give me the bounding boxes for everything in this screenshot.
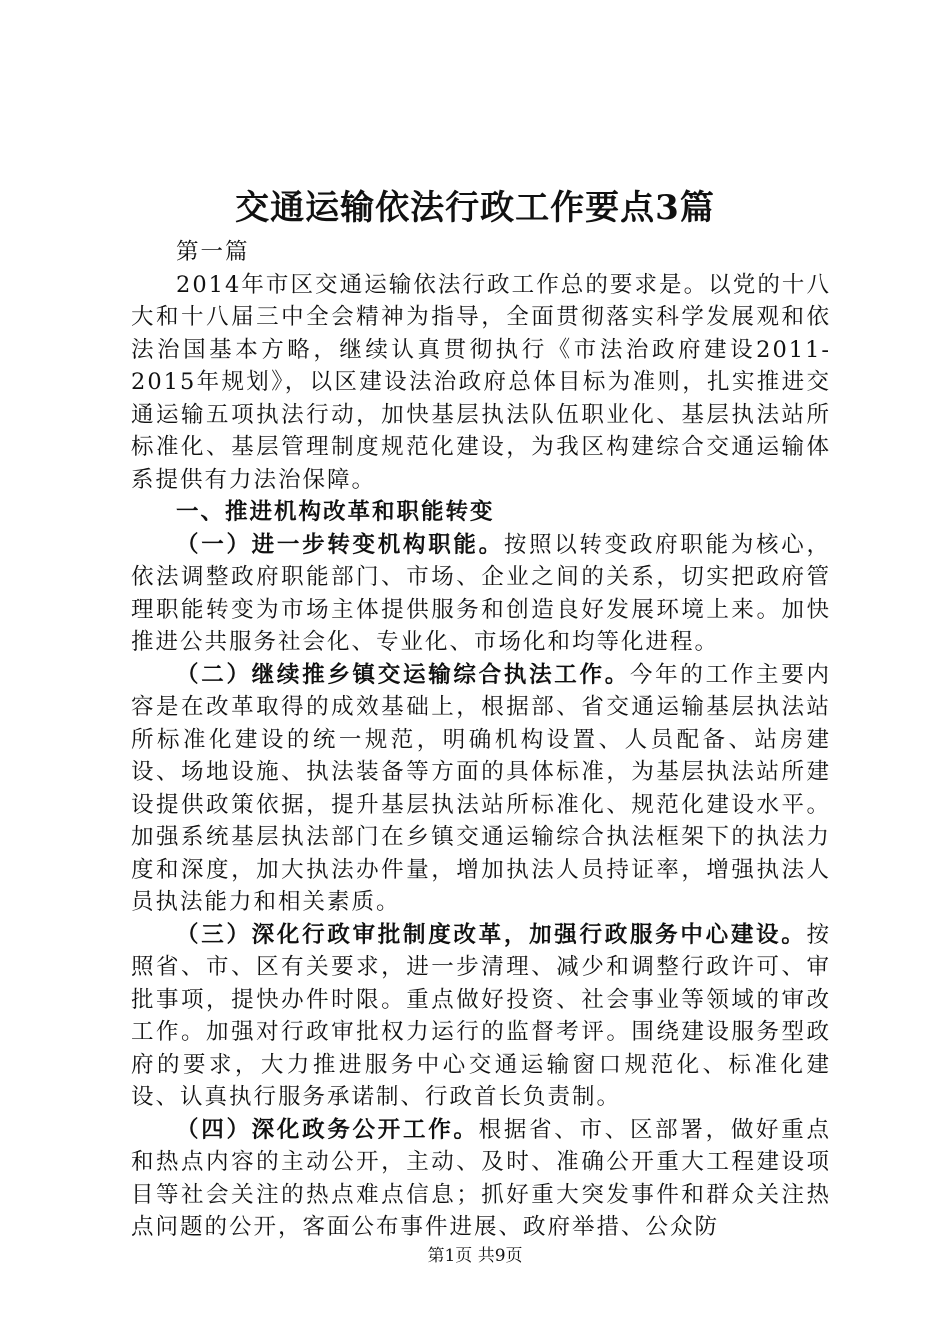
section-heading: 一、推进机构改革和职能转变 (176, 499, 495, 525)
item-body: 今年的工作主要内容是在改革取得的成效基础上，根据部、省交通运输基层执法站所标准化建设的统一规范，明确机构设置、人员配备、站房建设、场地设施、执法装备等方面的具体标准，为基层执法站所建设提供政策依据，提升基层执法站所标准化、规范化建设水平。加强系统基层执法部门在乡镇交通运输综合执法框架下的执法力度和深度，加大执法办件量，增加执法人员持证率，增强执法人员执法能力和相关素质。 (131, 661, 831, 915)
item-body: 根据省、市、区部署，做好重点和热点内容的主动公开，主动、及时、准确公开重大工程建设项目等社会关注的热点难点信息；抓好重大突发事件和群众关注热点问题的公开，客面公布事件进展、政府举措、公众防 (131, 1116, 831, 1240)
item-paragraph-4 (131, 1114, 831, 1244)
document-title: 交通运输依法行政工作要点3篇 (235, 188, 715, 228)
item-paragraph-1 (131, 529, 831, 659)
item-lead: （二）继续推乡镇交运输综合执法工作。 (176, 661, 630, 688)
item-body: 按照以转变政府职能为核心，依法调整政府职能部门、市场、企业之间的关系，切实把政府管理职能转变为市场主体提供服务和创造良好发展环境上来。加快推进公共服务社会化、专业化、市场化和均等化进程。 (131, 531, 831, 655)
item-lead: （一）进一步转变机构职能。 (176, 531, 504, 558)
item-lead: （四）深化政务公开工作。 (176, 1116, 479, 1143)
item-lead: （三）深化行政审批制度改革，加强行政服务中心建设。 (176, 921, 807, 948)
item-paragraph-2 (131, 659, 831, 919)
item-body: 按照省、市、区有关要求，进一步清理、减少和调整行政许可、审批事项，提快办件时限。重点做好投资、社会事业等领域的审改工作。加强对行政审批权力运行的监督考评。围绕建设服务型政府的要求，大力推进服务中心交通运输窗口规范化、标准化建设、认真执行服务承诺制、行政首长负责制。 (131, 921, 831, 1110)
intro-paragraph: 2014年市区交通运输依法行政工作总的要求是。以党的十八大和十八届三中全会精神为指导，全面贯彻落实科学发展观和依法治国基本方略，继续认真贯彻执行《市法治政府建设2011-2015年规划》，以区建设法治政府总体目标为准则，扎实推进交通运输五项执法行动，加快基层执法队伍职业化、基层执法站所标准化、基层管理制度规范化建设，为我区构建综合交通运输体系提供有力法治保障。 (131, 271, 831, 493)
page-footer: 第1页 共9页 (427, 1246, 523, 1266)
item-paragraph-3 (131, 919, 831, 1114)
document-body (131, 236, 831, 1244)
part-label: 第一篇 (176, 239, 250, 265)
